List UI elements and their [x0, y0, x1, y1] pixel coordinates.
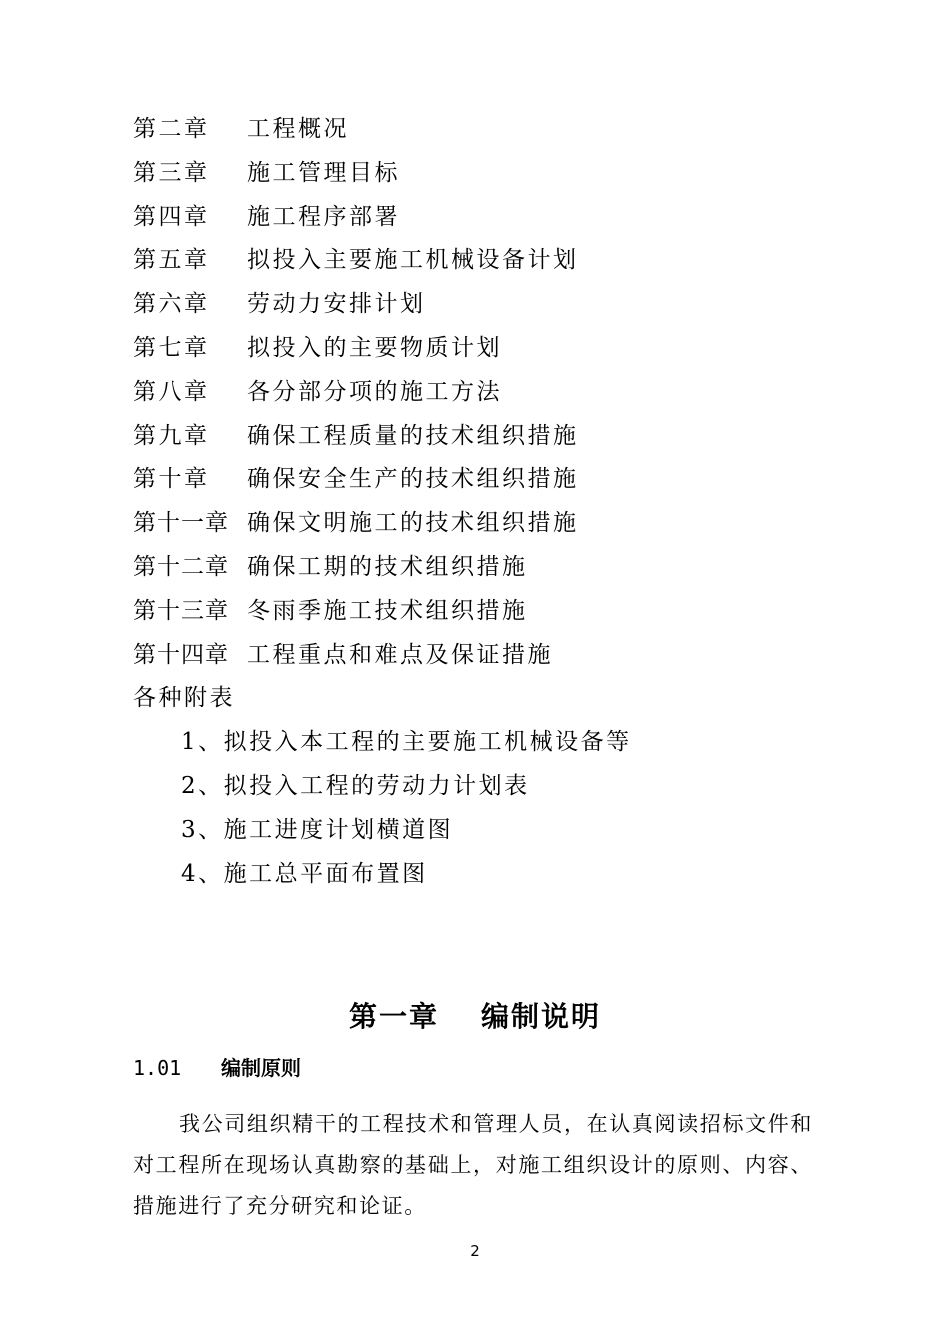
toc-item — [133, 327, 833, 371]
appendix-item: 3、施工进度计划横道图 — [181, 816, 454, 843]
toc-chapter-number: 第七章 — [133, 334, 210, 361]
toc-chapter-title: 施工程序部署 — [247, 203, 400, 230]
toc-chapter-title: 工程概况 — [247, 116, 349, 142]
toc-chapter-title: 确保工期的技术组织措施 — [247, 553, 528, 580]
appendix-heading: 各种附表 — [133, 685, 235, 712]
toc-chapter-title: 施工管理目标 — [247, 159, 400, 186]
toc-item — [133, 152, 833, 196]
toc-item — [133, 415, 833, 459]
toc-item — [133, 458, 833, 502]
toc-item — [133, 239, 833, 283]
toc-chapter-number: 第十一章 — [133, 510, 229, 537]
toc-chapter-number: 第八章 — [133, 378, 210, 405]
toc-chapter-number: 第九章 — [133, 422, 210, 449]
toc-chapter-title: 劳动力安排计划 — [247, 291, 426, 318]
toc-chapter-number: 第十四章 — [133, 641, 229, 668]
section-title: 编制原则 — [221, 1056, 301, 1080]
toc-item — [133, 590, 833, 634]
toc-chapter-title: 冬雨季施工技术组织措施 — [247, 597, 528, 624]
toc-chapter-number: 第十三章 — [133, 597, 229, 624]
toc-chapter-number: 第四章 — [133, 203, 210, 230]
toc-item — [133, 502, 833, 546]
toc-item — [133, 634, 833, 678]
section-heading — [133, 1052, 301, 1081]
chapter-number: 第一章 — [348, 1000, 439, 1033]
toc-chapter-title: 拟投入的主要物质计划 — [247, 334, 502, 361]
page-number: 2 — [470, 1242, 480, 1260]
toc-item — [133, 283, 833, 327]
toc-chapter-title: 确保文明施工的技术组织措施 — [247, 510, 579, 537]
appendix-item: 1、拟投入本工程的主要施工机械设备等 — [181, 729, 632, 756]
toc-chapter-title: 确保工程质量的技术组织措施 — [247, 422, 579, 449]
toc-chapter-title: 确保安全生产的技术组织措施 — [247, 466, 579, 493]
chapter-heading — [0, 995, 950, 1035]
appendix-item: 2、拟投入工程的劳动力计划表 — [181, 772, 530, 799]
toc-chapter-number: 第三章 — [133, 159, 210, 186]
toc-chapter-number: 第五章 — [133, 247, 210, 274]
toc-chapter-number: 第十二章 — [133, 553, 229, 580]
toc-chapter-number: 第二章 — [133, 116, 210, 142]
toc-chapter-number: 第十章 — [133, 466, 210, 493]
toc-item — [133, 108, 833, 152]
chapter-title: 编制说明 — [481, 1000, 602, 1033]
table-of-contents — [133, 108, 833, 896]
toc-chapter-title: 拟投入主要施工机械设备计划 — [247, 247, 579, 274]
toc-item — [133, 546, 833, 590]
toc-item — [133, 371, 833, 415]
toc-chapter-title: 各分部分项的施工方法 — [247, 378, 502, 405]
body-paragraph: 我公司组织精干的工程技术和管理人员，在认真阅读招标文件和对工程所在现场认真勘察的基础上，对施工组织设计的原则、内容、措施进行了充分研究和论证。 — [133, 1112, 813, 1218]
toc-item — [133, 196, 833, 240]
toc-chapter-number: 第六章 — [133, 291, 210, 318]
toc-chapter-title: 工程重点和难点及保证措施 — [247, 641, 553, 668]
appendix-item: 4、施工总平面布置图 — [181, 860, 428, 887]
section-number: 1.01 — [133, 1056, 182, 1080]
